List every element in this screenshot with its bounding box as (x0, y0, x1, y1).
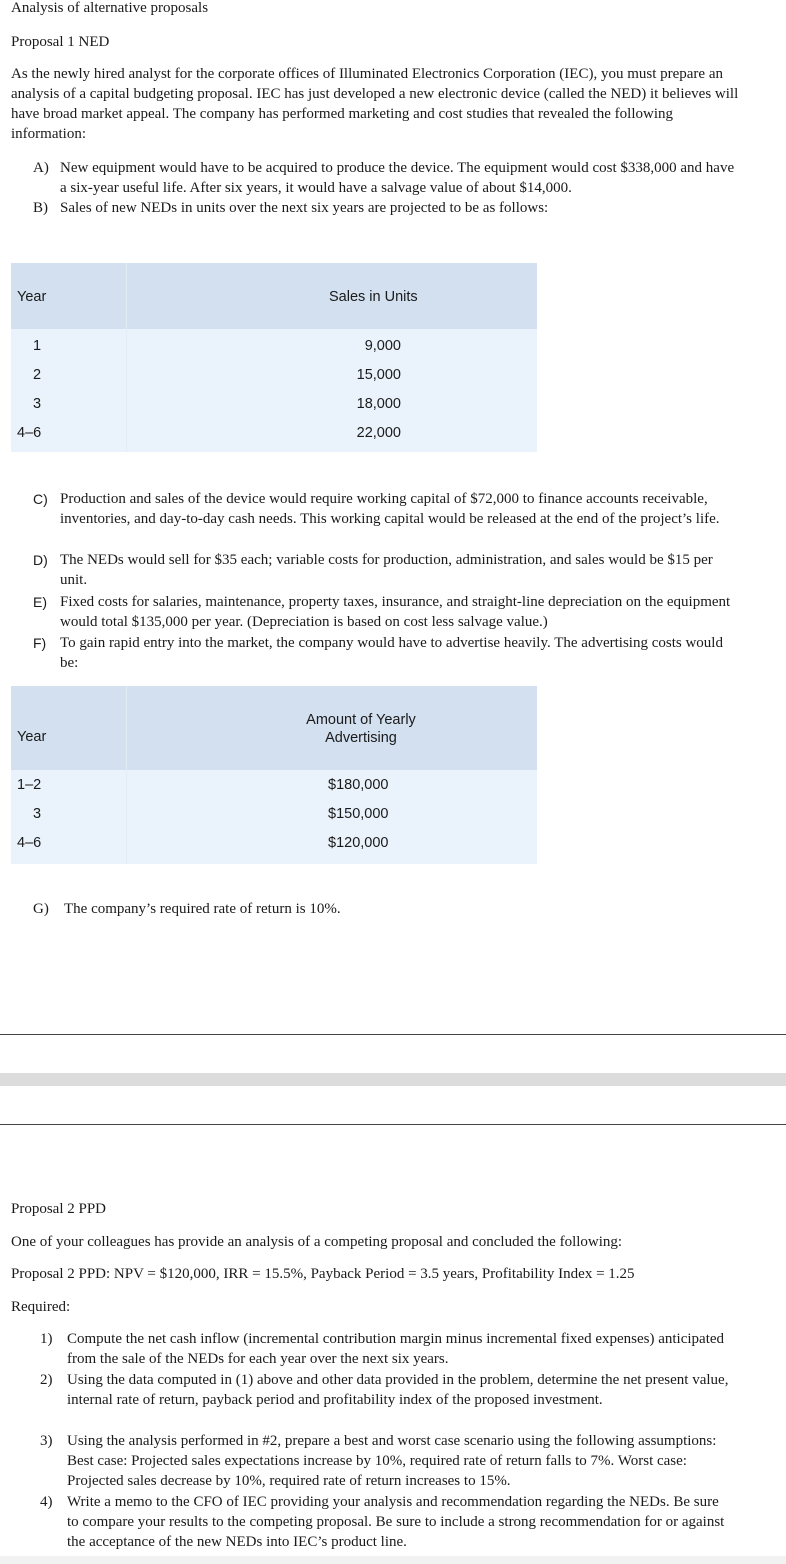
column-header-line: Advertising (325, 730, 397, 746)
table-cell-amount: $120,000 (328, 835, 389, 851)
list-item-f (33, 633, 731, 673)
list-marker: G) (33, 901, 49, 917)
proposal1-title: Proposal 1 NED (11, 34, 110, 50)
list-marker: A) (33, 160, 49, 176)
list-text: Using the data computed in (1) above and other data provided in the problem, determine the net present value, internal rate of return, payback period and profitability index of the proposed investment. (67, 1372, 729, 1408)
table-cell-year: 1–2 (17, 777, 42, 793)
column-header-advertising (261, 711, 461, 747)
required-item-1 (40, 1329, 730, 1369)
list-marker: 3) (40, 1433, 53, 1449)
table-cell-year: 3 (33, 396, 42, 412)
list-text: To gain rapid entry into the market, the company would have to advertise heavily. The advertising costs would be: (60, 635, 723, 671)
table-cell-year: 4–6 (17, 835, 42, 851)
table-cell-sales: 9,000 (364, 338, 401, 354)
table-cell-year: 2 (33, 367, 42, 383)
required-item-3 (40, 1431, 730, 1491)
proposal1-intro: As the newly hired analyst for the corporate offices of Illuminated Electronics Corporation (IEC), you must prepare an analysis of a capital budgeting proposal. IEC has just developed a new electronic device (called the NED) it believes will have broad market appeal. The company has performed marketing and cost studies that revealed the following information: (11, 66, 739, 142)
document-heading: Analysis of alternative proposals (11, 0, 209, 16)
list-text: New equipment would have to be acquired to produce the device. The equipment would cost $338,000 and have a six-year useful life. After six years, it would have a salvage value of about $14,000. (60, 160, 735, 196)
list-text: Fixed costs for salaries, maintenance, property taxes, insurance, and straight-line depreciation on the equipment would total $135,000 per year. (Depreciation is based on cost less salvage value.) (60, 594, 731, 630)
column-divider (126, 686, 127, 864)
list-text: The NEDs would sell for $35 each; variable costs for production, administration, and sales would be $15 per unit. (60, 552, 713, 588)
table-cell-sales: 22,000 (356, 425, 401, 441)
table-cell-year: 3 (33, 806, 42, 822)
column-header-line: Amount of Yearly (306, 712, 416, 728)
list-marker: 4) (40, 1494, 53, 1510)
list-text: Compute the net cash inflow (incremental contribution margin minus incremental fixed expenses) anticipated from the sale of the NEDs for each year over the next six years. (67, 1331, 725, 1367)
divider (0, 1124, 786, 1125)
list-text: Sales of new NEDs in units over the next six years are projected to be as follows: (60, 200, 549, 216)
proposal2-title: Proposal 2 PPD (11, 1201, 107, 1217)
list-item-g (33, 899, 731, 919)
page-bottom-edge (0, 1556, 786, 1564)
table-cell-sales: 18,000 (356, 396, 401, 412)
list-marker: C) (33, 491, 48, 507)
list-text: Write a memo to the CFO of IEC providing your analysis and recommendation regarding the NEDs. Be sure to compare your results to the competing proposal. Be sure to include a strong recommendation for or against the acceptance of the new NEDs into IEC’s product line. (67, 1494, 725, 1550)
list-marker: F) (33, 635, 47, 651)
list-text: Production and sales of the device would require working capital of $72,000 to finance accounts receivable, inventories, and day-to-day cash needs. This working capital would be released at the end of the project’s life. (60, 491, 720, 527)
column-header-year: Year (17, 729, 47, 745)
proposal2-summary: Proposal 2 PPD: NPV = $120,000, IRR = 15.5%, Payback Period = 3.5 years, Profitability Index = 1.25 (11, 1266, 635, 1282)
required-label: Required: (11, 1299, 71, 1315)
table-cell-year: 1 (33, 338, 42, 354)
table-cell-year: 4–6 (17, 425, 42, 441)
list-marker: 1) (40, 1331, 53, 1347)
advertising-table (11, 686, 537, 864)
table-header (11, 263, 537, 329)
column-divider (126, 263, 127, 452)
list-text: Using the analysis performed in #2, prepare a best and worst case scenario using the following assumptions: Best case: Projected sales expectations increase by 10%, required rate of return falls to 7%. Worst case: Projected sales decrease by 10%, required rate of return increases to 15%. (67, 1433, 717, 1489)
list-item-d (33, 550, 731, 590)
section-separator-band (0, 1073, 786, 1086)
column-header-sales: Sales in Units (329, 289, 418, 305)
required-item-4 (40, 1492, 730, 1552)
list-item-c (33, 489, 731, 529)
list-marker: E) (33, 594, 47, 610)
divider (0, 1034, 786, 1035)
list-marker: 2) (40, 1372, 53, 1388)
proposal2-intro: One of your colleagues has provide an analysis of a competing proposal and concluded the following: (11, 1234, 623, 1250)
table-cell-sales: 15,000 (356, 367, 401, 383)
list-marker: B) (33, 200, 48, 216)
list-text: The company’s required rate of return is 10%. (64, 901, 341, 917)
column-header-year: Year (17, 289, 47, 305)
table-cell-amount: $150,000 (328, 806, 389, 822)
table-cell-amount: $180,000 (328, 777, 389, 793)
list-item-b (33, 198, 743, 218)
sales-table (11, 263, 537, 452)
list-item-e (33, 592, 731, 632)
list-item-a (33, 158, 743, 198)
required-item-2 (40, 1370, 730, 1410)
list-marker: D) (33, 552, 48, 568)
